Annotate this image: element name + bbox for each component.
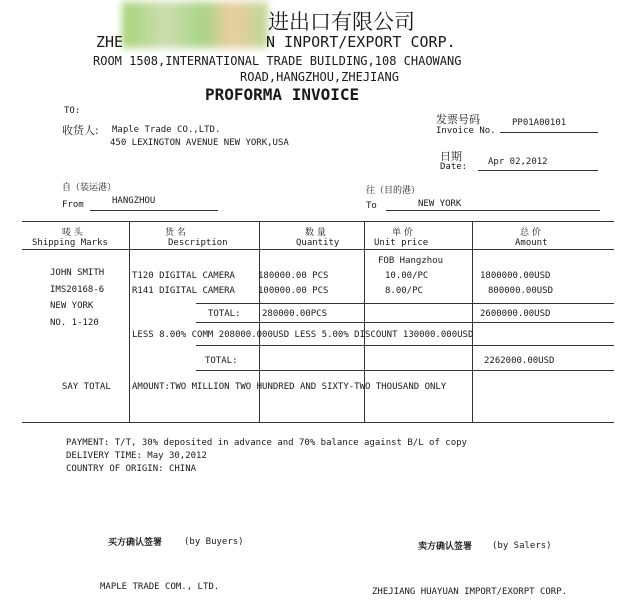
header-amount-en: Amount <box>515 238 548 248</box>
header-desc-cn: 货 名 <box>165 228 186 238</box>
subtotal-bottom-border <box>196 322 614 323</box>
to-port-underline <box>386 210 600 211</box>
invoice-no-label-cn: 发票号码 <box>436 113 480 126</box>
table-row-1-qty: 180000.00 PCS <box>258 271 329 281</box>
company-name-en-left: ZHE <box>96 33 124 51</box>
total-top-border <box>196 345 614 346</box>
to-port-label: To <box>366 201 377 211</box>
table-row-2-desc: R141 DIGITAL CAMERA <box>132 286 235 296</box>
say-total-text: AMOUNT:TWO MILLION TWO HUNDRED AND SIXTY-TWO THOUSAND ONLY <box>132 382 447 392</box>
say-total-label: SAY TOTAL <box>62 382 111 392</box>
seller-company-name: ZHEJIANG HUAYUAN IMPORT/EXORPT CORP. <box>372 587 568 597</box>
table-row-1-amount: 1800000.00USD <box>480 271 551 281</box>
from-value: HANGZHOU <box>112 196 156 206</box>
total-amount: 2262000.00USD <box>484 356 555 366</box>
date-underline <box>478 170 598 171</box>
header-qty-cn: 数 量 <box>305 228 326 238</box>
table-bottom-border <box>22 422 614 423</box>
mark-line-3: NEW YORK <box>50 301 94 311</box>
invoice-no-value: PP01A00101 <box>512 118 567 128</box>
buyer-sign-label-cn: 买方确认签署 <box>108 538 163 548</box>
col-divider-1 <box>129 221 130 422</box>
consignee-name: Maple Trade CO.,LTD. <box>112 125 221 135</box>
subtotal-amount: 2600000.00USD <box>480 309 551 319</box>
from-label: From <box>62 200 84 210</box>
header-amount-cn: 总 价 <box>520 228 541 238</box>
total-bottom-border <box>196 370 614 371</box>
from-underline <box>90 210 218 211</box>
to-port-label-cn: 往（目的港） <box>366 186 421 196</box>
country-of-origin: COUNTRY OF ORIGIN: CHINA <box>66 464 197 474</box>
seller-sign-label-cn: 卖方确认签署 <box>418 542 473 552</box>
subtotal-qty: 280000.00PCS <box>262 309 328 319</box>
buyer-company-name: MAPLE TRADE COM., LTD. <box>100 582 220 592</box>
seller-sign-label: (by Salers) <box>492 541 552 551</box>
redacted-logo <box>122 2 268 48</box>
table-row-1-desc: T120 DIGITAL CAMERA <box>132 271 235 281</box>
buyer-sign-label: (by Buyers) <box>184 537 244 547</box>
table-header-border <box>22 249 614 250</box>
table-row-2-price: 8.00/PC <box>385 286 423 296</box>
company-name-cn: 进出口有限公司 <box>268 10 415 34</box>
subtotal-label: TOTAL: <box>208 309 241 319</box>
invoice-no-underline <box>500 132 598 133</box>
to-port-value: NEW YORK <box>418 199 462 209</box>
mark-line-2: IMS20168-6 <box>50 285 105 295</box>
consignee-address: 450 LEXINGTON AVENUE NEW YORK,USA <box>110 138 289 148</box>
address-line-1: ROOM 1508,INTERNATIONAL TRADE BUILDING,108 CHAOWANG <box>93 54 462 68</box>
table-row-2-amount: 800000.00USD <box>488 286 554 296</box>
mark-line-1: JOHN SMITH <box>50 268 105 278</box>
table-row-2-qty: 100000.00 PCS <box>258 286 329 296</box>
document-title: PROFORMA INVOICE <box>205 85 360 104</box>
header-price-cn: 单 价 <box>392 228 413 238</box>
header-marks-cn: 唛 头 <box>62 228 83 238</box>
subtotal-top-border <box>196 303 614 304</box>
table-row-1-price: 10.00/PC <box>385 271 429 281</box>
date-label: Date: <box>440 162 468 172</box>
header-marks-en: Shipping Marks <box>32 238 108 248</box>
price-term: FOB Hangzhou <box>378 256 444 266</box>
table-top-border <box>22 221 614 222</box>
mark-line-4: NO. 1-120 <box>50 318 99 328</box>
header-desc-en: Description <box>168 238 228 248</box>
less-line: LESS 8.00% COMM 208000.000USD LESS 5.00% DISCOUNT 130000.000USD <box>132 330 474 340</box>
total-label: TOTAL: <box>205 356 238 366</box>
consignee-label: 收货人: <box>62 124 99 137</box>
date-label-cn: 日期 <box>440 150 462 163</box>
address-line-2: ROAD,HANGZHOU,ZHEJIANG <box>240 70 399 84</box>
invoice-no-label: Invoice No. <box>436 126 496 136</box>
header-price-en: Unit price <box>374 238 429 248</box>
from-label-cn: 自（装运港） <box>62 183 117 193</box>
delivery-time: DELIVERY TIME: May 30,2012 <box>66 451 207 461</box>
header-qty-en: Quantity <box>296 238 340 248</box>
company-name-en-right: N INPORT/EXPORT CORP. <box>266 33 456 51</box>
payment-terms: PAYMENT: T/T, 30% deposited in advance and 70% balance against B/L of copy <box>66 438 467 448</box>
to-label: TO: <box>64 106 81 116</box>
date-value: Apr 02,2012 <box>488 157 548 167</box>
